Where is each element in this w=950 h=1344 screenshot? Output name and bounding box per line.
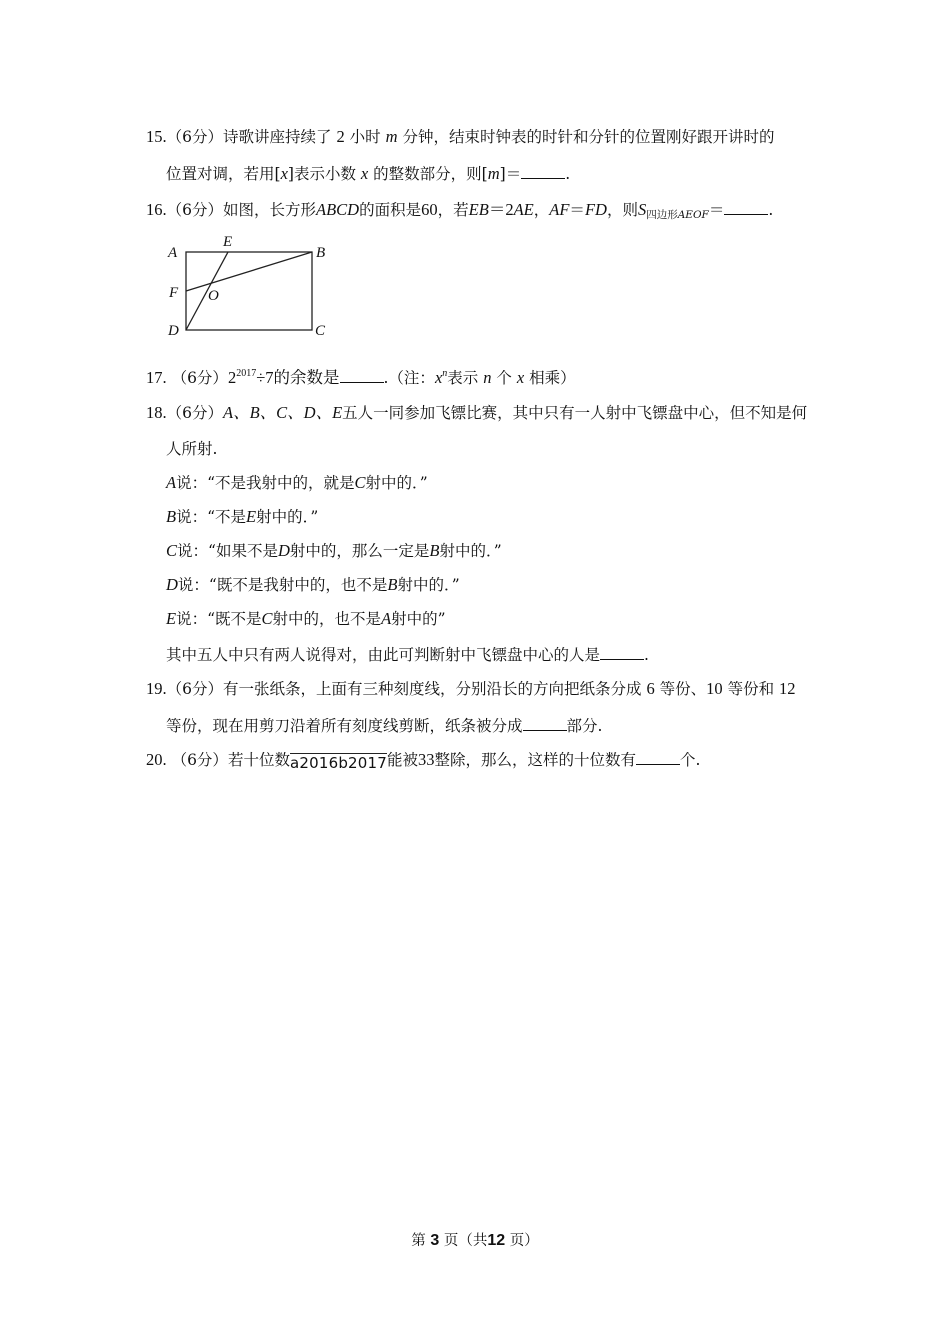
question-text: 等份和 [727,680,775,698]
subscript: 四边形 [646,209,678,221]
total-pages: 12 [487,1232,506,1249]
variable: AF [549,200,570,219]
question-text: ，则 [606,201,638,219]
question-number: 18. [146,403,167,422]
question-15-line-1 [146,127,774,147]
question-number: 16. [146,200,167,219]
variable: C [354,473,366,492]
overlined-number: a2016b2017 [289,754,388,772]
subscript: AEOF [677,209,709,221]
question-text: 有一张纸条，上面有三种刻度线，分别沿长的方向把纸条分成 [223,680,642,698]
statement-b [166,507,318,527]
statement-text: 说：“既不是我射中的，也不是 [177,576,388,594]
variable: x [360,164,369,183]
number: 2 [336,127,345,146]
question-score: （6分） [166,201,223,219]
label-f: F [169,285,179,301]
answer-blank[interactable] [340,368,384,383]
statement-text: 射中的．” [397,576,460,594]
answer-blank[interactable] [523,716,567,731]
variable: x [280,164,288,183]
page-footer [0,1229,950,1250]
question-text: .（注： [383,369,435,387]
question-score: （6分） [166,680,223,698]
answer-blank[interactable] [636,750,680,765]
question-text: 其中五人中只有两人说得对，由此可判断射中飞镖盘中心的人是 [166,646,601,664]
question-text: 表示 [447,369,479,387]
question-number: 17. [146,368,167,387]
number: 60 [421,200,438,219]
number: 33 [418,750,435,769]
question-text: 部分. [566,717,603,735]
question-number: 20. [146,750,167,769]
question-score: （6分） [171,751,228,769]
variable: ABCD [316,200,360,219]
speaker: C [166,541,178,560]
footer-text: 页） [509,1233,539,1249]
question-text: 的整数部分，则[ [373,165,488,183]
question-text: ＝ [708,201,725,219]
label-d: D [168,323,179,339]
question-19-line-2 [166,716,602,736]
statement-text: 射中的，也不是 [272,610,382,628]
variable: A、B、C、D、E [223,403,343,422]
question-number: 19. [146,679,167,698]
variable: S [637,200,647,219]
question-text: . [644,646,649,664]
statement-text: 射中的．” [256,508,319,526]
variable: x [516,368,525,387]
label-c: C [315,323,326,339]
question-text: 诗歌讲座持续了 [223,128,332,146]
variable: B [387,575,398,594]
question-text: ]＝ [499,165,522,183]
question-text: ]表示小数 [287,165,356,183]
question-text: 能被 [387,751,419,769]
footer-text: 第 [411,1233,426,1249]
variable: AE [513,200,534,219]
statement-d [166,575,460,595]
number: 2 [227,368,237,387]
statement-e [166,609,446,629]
rectangle-abcd [186,252,312,330]
rectangle-figure [162,230,342,342]
variable: E [246,507,257,526]
question-text: . [565,165,571,183]
statement-text: 说：“不是我射中的，就是 [176,474,355,492]
question-score: （6分） [171,369,228,387]
number: ＝2 [488,200,514,219]
variable: FD [584,200,607,219]
variable: n [483,368,492,387]
question-text: . [768,201,774,219]
question-text: 个 [496,369,512,387]
question-number: 15. [146,127,167,146]
statement-text: 说：“既不是 [176,610,262,628]
question-18-line-1 [146,403,807,423]
question-text: ＝ [569,201,585,219]
label-o: O [208,288,219,304]
question-text: ÷7的余数是 [256,368,340,387]
question-20-line-1 [146,750,700,771]
question-18-conclusion [166,645,649,665]
segment-fb [186,252,312,291]
answer-blank[interactable] [600,645,644,660]
question-text: ， [533,201,550,219]
exponent: 2017 [236,368,257,379]
speaker: A [166,473,177,492]
page-number: 3 [430,1232,440,1249]
statement-text: 射中的．” [439,542,502,560]
question-text: 人所射. [166,440,218,458]
label-b: B [316,245,326,261]
statement-text: 射中的．” [365,474,428,492]
number: 12 [779,679,796,698]
variable: B [429,541,440,560]
speaker: D [166,575,178,594]
question-17-line-1 [146,368,576,388]
question-text: 整除，那么，这样的十位数有 [434,751,637,769]
question-score: （6分） [166,128,223,146]
variable: x [434,368,443,387]
answer-blank[interactable] [521,164,565,179]
question-text: 五人一同参加飞镖比赛，其中只有一人射中飞镖盘中心，但不知是何 [342,404,808,422]
exponent: n [442,368,448,379]
question-text: 等份，现在用剪刀沿着所有刻度线剪断，纸条被分成 [166,717,523,735]
variable: D [277,541,290,560]
variable: A [381,609,392,628]
question-text: 的面积是 [359,201,422,219]
question-text: 等份、 [659,680,707,698]
variable: m [385,127,398,146]
footer-text: 页（共 [443,1233,488,1249]
question-16-line-1 [146,200,773,220]
variable: m [487,164,500,183]
statement-c [166,541,502,561]
question-score: （6分） [166,404,223,422]
statement-text: 射中的，那么一定是 [289,542,430,560]
statement-a [166,473,428,493]
label-e: E [223,234,233,250]
segment-ed [186,252,228,330]
speaker: B [166,507,177,526]
question-text: 若十位数 [227,751,290,769]
label-a: A [168,245,178,261]
question-text: 个. [680,751,701,769]
question-text: ，若 [437,201,469,219]
question-19-line-1 [146,679,796,699]
question-text: 位置对调，若用[ [166,165,281,183]
number: 10 [706,679,723,698]
variable: EB [468,200,489,219]
question-15-line-2 [166,164,570,184]
question-18-line-2 [166,439,217,459]
question-text: 小时 [349,128,381,146]
number: 6 [646,679,655,698]
question-text: 相乘） [529,369,576,387]
answer-blank[interactable] [724,200,768,215]
statement-text: 说：“不是 [176,508,247,526]
speaker: E [166,609,177,628]
variable: C [261,609,273,628]
statement-text: 说：“如果不是 [177,542,278,560]
question-text: 分钟，结束时钟表的时针和分针的位置刚好跟开讲时的 [402,128,775,146]
question-text: 如图，长方形 [223,201,317,219]
statement-text: 射中的” [391,610,446,628]
